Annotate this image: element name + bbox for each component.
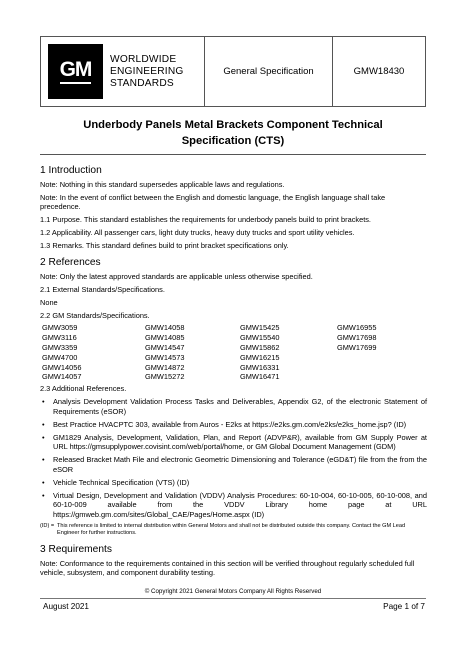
standard-id: GMW15425	[240, 323, 280, 333]
paragraph: 1.2 Applicability. All passenger cars, light duty trucks, heavy duty trucks and sport utility vehicles.	[40, 227, 355, 237]
reference-item: • Virtual Design, Development and Validation (VDDV) Analysis Procedures: 60-10-004, 60-10-005, 60-10-008, and 60-10-009 available from the VDDV Library home page at URL https://gmweb.gm.com/sites/Global_CAE/Pages/Home.aspx (ID)	[40, 491, 427, 520]
standard-id: GMW14058	[145, 323, 185, 333]
note-text: This reference is limited to internal distribution within General Motors and shall not be distributed outside this company. Contact the GM Lead Engineer for further instructions.	[57, 522, 406, 536]
doc-type: General Specification	[205, 37, 333, 106]
copyright-notice: © Copyright 2021 General Motors Company All Rights Reserved	[144, 588, 322, 595]
paragraph: 1.3 Remarks. This standard defines build to print bracket specifications only.	[40, 240, 289, 250]
reference-item: • Analysis Development Validation Process Tasks and Deliverables, Appendix G2, of the electronic Statement of Requirements (eSOR)	[40, 397, 427, 416]
standard-id: GMW14057	[42, 372, 82, 382]
org-name	[110, 54, 184, 90]
standard-id: GMW14573	[145, 352, 185, 362]
paragraph: Note: Only the latest approved standards are applicable unless otherwise specified.	[40, 272, 313, 282]
page-number: Page 1 of 7	[383, 602, 425, 611]
standard-id: GMW15540	[240, 333, 280, 343]
standard-id	[337, 372, 427, 382]
standard-id: GMW14547	[145, 343, 185, 353]
standard-id: GMW3059	[42, 323, 78, 333]
standard-id: GMW15272	[145, 372, 185, 382]
paragraph: 2.1 External Standards/Specifications.	[40, 285, 165, 295]
brand-cell	[41, 37, 205, 106]
footer-date: August 2021	[43, 602, 89, 611]
standard-id	[337, 363, 427, 373]
standard-id: GMW16471	[240, 372, 280, 382]
gm-standards-list	[42, 323, 427, 382]
standard-id: GMW17699	[337, 343, 377, 353]
reference-item: • Vehicle Technical Specification (VTS) (ID)	[40, 478, 427, 488]
standard-id: GMW14085	[145, 333, 185, 343]
paragraph: Note: In the event of conflict between the English and domestic language, the English language shall take precedence.	[40, 192, 386, 212]
doc-number: GMW18430	[353, 66, 405, 77]
org-line: ENGINEERING	[110, 65, 184, 77]
reference-item: • Released Bracket Math File and electronic Geometric Dimensioning and Tolerance (eGD&T) file from the from the eSOR	[40, 455, 427, 474]
gm-logo	[48, 44, 103, 99]
footer-divider	[40, 598, 426, 599]
section-heading-introduction: 1 Introduction	[40, 165, 102, 176]
title-line: Underbody Panels Metal Brackets Component Technical	[83, 119, 383, 131]
document-body	[40, 164, 427, 581]
standard-id: GMW14056	[42, 362, 82, 372]
gm-logo-text: GM	[60, 59, 92, 84]
paragraph: 2.2 GM Standards/Specifications.	[40, 310, 150, 320]
section-heading-references: 2 References	[40, 257, 101, 269]
org-line: WORLDWIDE	[110, 53, 177, 65]
reference-item: • GM1829 Analysis, Development, Validation, Plan, and Report (ADVP&R), available from GM Supply Power at URL https://gmsupplypower.covisint.com/web/portal/home, or GM Global Document Management (GDM)	[40, 433, 427, 452]
section-heading-requirements: 3 Requirements	[40, 543, 112, 555]
title-divider	[40, 154, 426, 155]
document-header	[40, 36, 426, 107]
internal-distribution-note	[40, 523, 427, 537]
additional-references-list	[40, 397, 427, 519]
paragraph: None	[40, 297, 58, 307]
standard-id: GMW16331	[240, 362, 280, 372]
standard-id: GMW3116	[42, 333, 77, 343]
subsection-heading: 2.3 Additional References.	[40, 384, 127, 394]
paragraph: 1.1 Purpose. This standard establishes the requirements for underbody panels build to print brackets.	[40, 215, 371, 225]
paragraph: Note: Nothing in this standard supersedes applicable laws and regulations.	[40, 180, 285, 189]
standard-id: GMW17698	[337, 333, 377, 343]
standard-id: GMW15862	[240, 343, 280, 353]
org-line: STANDARDS	[110, 77, 174, 89]
standard-id: GMW16955	[337, 323, 377, 333]
reference-item: • Best Practice HVACPTC 303, available from Auros - E2ks at https://e2ks.gm.com/e2ks/e2ks_home.jsp? (ID)	[40, 420, 427, 430]
title-line: Specification (CTS)	[181, 135, 285, 147]
standard-id	[337, 353, 427, 363]
note-key: (ID) =	[40, 522, 55, 529]
document-title	[40, 117, 426, 149]
standard-id: GMW4700	[42, 352, 78, 362]
standard-id: GMW14872	[145, 362, 185, 372]
standard-id: GMW16215	[240, 352, 280, 362]
paragraph: Note: Conformance to the requirements contained in this section will be verified throughout regularly scheduled full vehicle, subsystem, and component durability testing.	[40, 558, 415, 578]
standard-id: GMW3359	[42, 343, 78, 353]
